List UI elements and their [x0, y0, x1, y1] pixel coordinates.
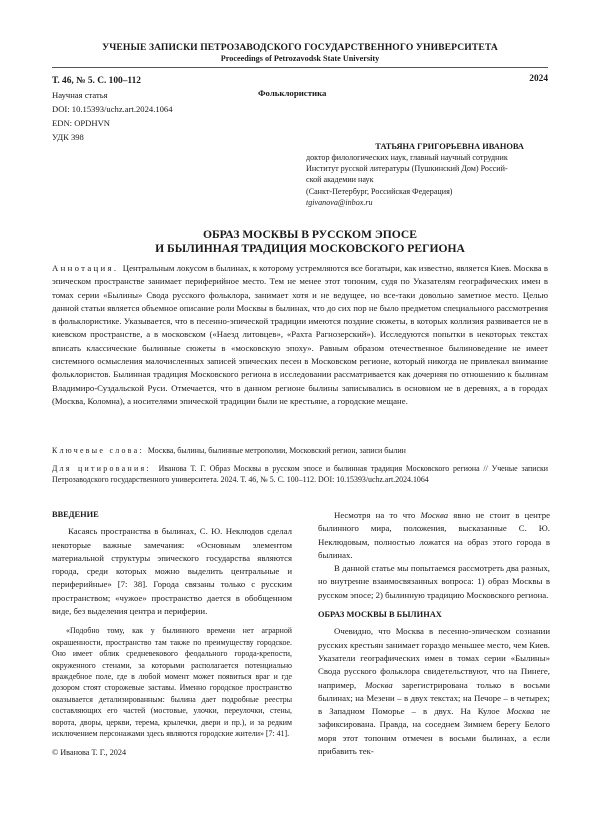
- article-type: Научная статья: [52, 90, 108, 100]
- volume-info: Т. 46, № 5. С. 100–112: [52, 76, 141, 86]
- block-quote: «Подобно тому, как у былинного времени нет аграрной окрашенности, пространство там также по преимуществу городское. Оно имеет облик средневекового феодального города-крепости, окруженного стенами, за которыми располагается потенциально враждебное поле, где в любой момент может появиться враг и где дозором стоят сторожевые заставы. Именно городское пространство оказывается детализированным: былина дает подробные реестры составляющих его частей (мостовые, улочки, переулочки, стены, ворота, дворы, церкви, терема, крылечки, двери и пр.), и за редким исключением персонажами здесь являются городские жители» [7: 41].: [52, 626, 292, 739]
- author-location: (Санкт-Петербург, Российская Федерация): [306, 186, 453, 196]
- author-institute-cont: ской академии наук: [306, 175, 374, 185]
- title-line-1: ОБРАЗ МОСКВЫ В РУССКОМ ЭПОСЕ: [202, 228, 418, 241]
- article-title: [40, 228, 580, 256]
- section-heading-moscow: ОБРАЗ МОСКВЫ В БЫЛИНАХ: [318, 610, 442, 620]
- keywords-text: Москва, былины, былинные метрополии, Московский регион, записи былин: [147, 446, 406, 455]
- keywords: [52, 445, 548, 457]
- author-degree: доктор филологических наук, главный научный сотрудник: [306, 153, 508, 162]
- abstract-text: Центральным локусом в былинах, к которому устремляются все богатыри, как известно, является Киев. Москва в эпическом пространстве занимает периферийное место. Тем не менее этот топоним, судя по Указателям географических имен в томах серии «Былины» Свода русского фольклора, занимает хотя и не ведущее, но все-таки довольно заметное место. Целью данной статьи является объемное описание роли Москвы в былинах, что до сих пор не было предметом специального рассмотрения в фольклористике. Указывается, что в песенно-эпической традиции имеются поздние сюжеты, в которых коллизия развивается не в киевском пространстве, а в московском («Наезд литовцев», «Рахта Рагнозерский»). Исследуются попытки в некоторых текстах вписать классические былинные сюжеты в «московскую эпоху». Равным образом отечественное былиноведение не имеет системного осмысления малочисленных записей эпических песен в Московском регионе, который никогда не привлекал внимание фольклористов. Былинная традиция Московского региона в исследовании рассматривается как дочерняя по отношению к былинам Владимиро-Суздальской Руси. Отмечается, что в данном регионе былины записывались в основном не в деревнях, а в городах (Москва, Коломна), а носителями эпической традиции были не крестьяне, а городские мещане.: [52, 263, 549, 406]
- year: 2024: [529, 74, 548, 84]
- right-column: [318, 509, 550, 758]
- article-meta: [52, 74, 173, 144]
- author-name: ТАТЬЯНА ГРИГОРЬЕВНА ИВАНОВА: [375, 142, 524, 151]
- journal-title: УЧЕНЫЕ ЗАПИСКИ ПЕТРОЗАВОДСКОГО ГОСУДАРСТВЕННОГО УНИВЕРСИТЕТА: [102, 42, 498, 53]
- author-email[interactable]: tgivanova@inbox.ru: [306, 197, 373, 207]
- journal-title-en: Proceedings of Petrozavodsk State University: [220, 54, 380, 63]
- right-paragraph-3: Очевидно, что Москва в песенно-эпическом сознании русских крестьян занимает гораздо меньшее место, чем Киев. Указатели географических имен в томах серии «Былины» Свода русского фольклора свидетельствуют, что на Пинеге, например, Москва зарегистрирована только в восьми былинах; на Мезени – в двух текстах; на Печоре – в четырех; в Западном Поморье – в двух. На Кулое Москва не зафиксирована. Правда, на соседнем Зимнем берегу Белого моря этот топоним отмечен в восьми былинах, а если прибавить тек-: [318, 626, 551, 757]
- header-rule: [52, 67, 548, 68]
- intro-paragraph: Касаясь пространства в былинах, С. Ю. Неклюдов сделал некоторые важные замечания: «Основным элементом материальной структуры эпического государства являются города, среди которых можно выделить центральные и периферийные» [7: 38]. Города связаны только с русским пространством; «чужое» пространство дается в обобщенном виде, без выделения центра и периферии.: [52, 526, 292, 617]
- udk: УДК 398: [52, 132, 84, 142]
- right-paragraph-2: В данной статье мы попытаемся рассмотреть два разных, но внутренне взаимосвязанных вопроса: 1) образ Москвы в русском эпосе; 2) былинную традицию Московского региона.: [318, 563, 550, 600]
- edn: EDN: OPDHVN: [52, 118, 111, 128]
- author-institute: Институт русской литературы (Пушкинский Дом) Россий-: [306, 164, 508, 174]
- citation-text: Иванова Т. Г. Образ Москвы в русском эпосе и былинная традиция Московского региона // Ученые записки Петрозаводского государственного университета. 2024. Т. 46, № 5. С. 100–112. DOI: 10.15393/uchz.art.2024.1064: [52, 464, 549, 484]
- left-column: [52, 508, 292, 760]
- citation-label: Для цитирования:: [52, 464, 151, 473]
- citation: [52, 464, 548, 486]
- abstract-label: Аннотация.: [52, 263, 119, 273]
- abstract: [52, 262, 548, 408]
- section-heading-intro: ВВЕДЕНИЕ: [52, 510, 99, 519]
- title-line-2: И БЫЛИННАЯ ТРАДИЦИЯ МОСКОВСКОГО РЕГИОНА: [155, 241, 465, 255]
- doi: DOI: 10.15393/uchz.art.2024.1064: [52, 104, 173, 114]
- section-name: Фольклористика: [258, 88, 327, 98]
- copyright: © Иванова Т. Г., 2024: [52, 748, 127, 758]
- author-affiliation: [306, 152, 536, 208]
- keywords-label: Ключевые слова:: [52, 446, 144, 455]
- right-paragraph-1: Несмотря на то что Москва явно не стоит в центре былинного мира, положения, высказанные С. Ю. Неклюдовым, полностью ложатся на образ этого города в былинах.: [318, 510, 550, 560]
